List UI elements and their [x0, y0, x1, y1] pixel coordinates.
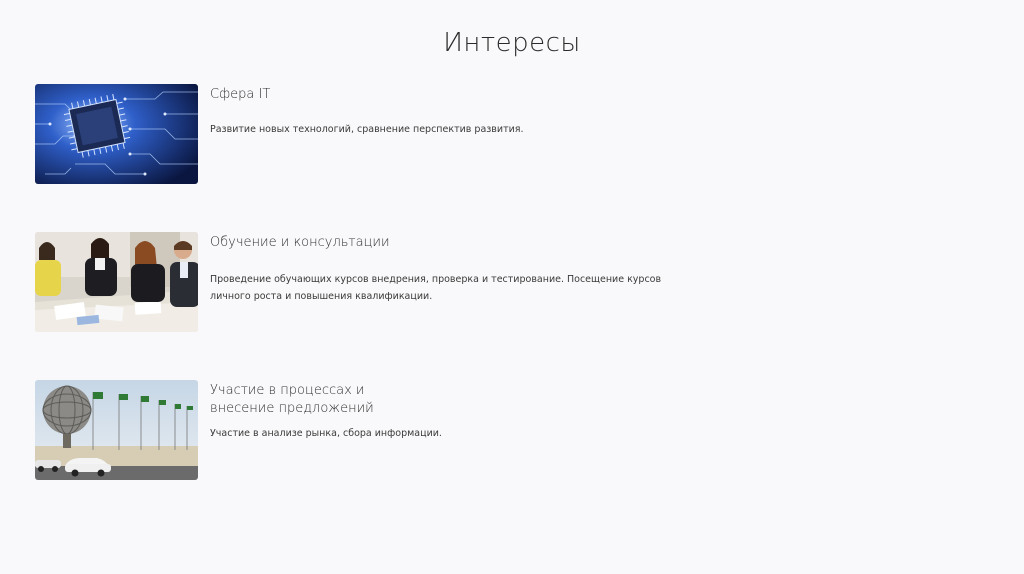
interest-heading: Участие в процессах и внесение предложений [210, 383, 374, 416]
interest-heading: Сфера IT [210, 87, 271, 102]
interest-description: Проведение обучающих курсов внедрения, проверка и тестирование. Посещение курсов личного роста и повышения квалификации. [210, 274, 662, 302]
page-title: Интересы [443, 28, 581, 58]
meeting-people-image [35, 232, 198, 332]
interest-description: Участие в анализе рынка, сбора информации. [210, 428, 442, 439]
globe-flags-image [35, 380, 198, 480]
interest-heading: Обучение и консультации [210, 235, 390, 250]
interest-description: Развитие новых технологий, сравнение перспектив развития. [210, 124, 524, 135]
circuit-chip-image [35, 84, 198, 184]
